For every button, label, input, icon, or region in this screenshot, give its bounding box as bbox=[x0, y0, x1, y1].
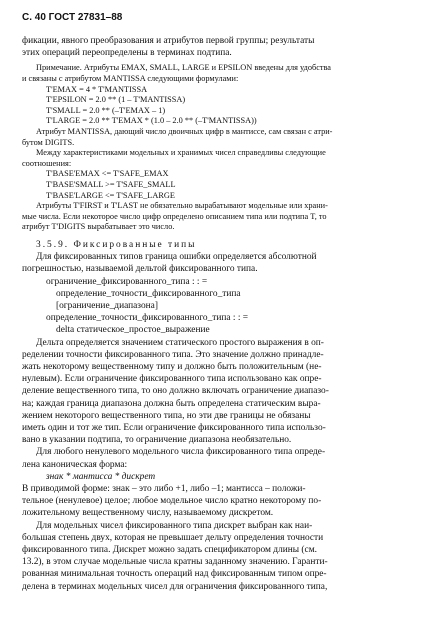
text-line: лена каноническая форма: bbox=[22, 459, 128, 470]
formula-line: знак * мантисса * дискрет bbox=[46, 471, 156, 482]
text-line: 13.2), в этом случае модельные числа кратны заданному значению. Гаранти- bbox=[22, 557, 328, 568]
formula-line: T'EPSILON = 2.0 ** (1 – T'MANTISSA) bbox=[46, 95, 186, 105]
text-line: ределении точности фиксированного типа. Это значение должно принадле- bbox=[22, 349, 324, 360]
text-line: на; каждая граница диапазона должна быть определена статическим выра- bbox=[22, 398, 321, 409]
text-line: жать некоторому вещественному типу и должно быть положительным (не- bbox=[22, 361, 322, 372]
text-line: большая степень двух, которая не превышает дельту определения точности bbox=[22, 532, 324, 543]
text-line: погрешностью, называемой дельтой фиксированного типа. bbox=[22, 264, 258, 275]
formula-line: T'BASE'LARGE <= T'SAFE_LARGE bbox=[46, 190, 175, 200]
text-line: жением некоторого вещественного типа, но эти две границы не обязаны bbox=[22, 410, 311, 421]
text-line: Для фиксированных типов граница ошибки определяется абсолютной bbox=[36, 252, 317, 263]
note-line: бутом DIGITS. bbox=[22, 137, 75, 147]
grammar-line: определение_точности_фиксированного_типа bbox=[56, 288, 241, 299]
note-line: Между характеристиками модельных и хранимых чисел справедливы следующие bbox=[36, 148, 326, 158]
text-line: Для модельных чисел фиксированного типа дискрет выбран как наи- bbox=[36, 520, 313, 531]
text-line: тельное (ненулевое) целое; любое модельное число кратно некоторому по- bbox=[22, 496, 322, 507]
formula-line: T'BASE'EMAX <= T'SAFE_EMAX bbox=[46, 169, 169, 179]
text-line: рованная минимальная точность операций над фиксированным типом опре- bbox=[22, 569, 327, 580]
grammar-line: [ограничение_диапазона] bbox=[56, 300, 158, 311]
text-line: Для любого ненулевого модельного числа фиксированного типа опреде- bbox=[36, 447, 326, 458]
grammar-line: ограничение_фиксированного_типа : : = bbox=[46, 276, 208, 287]
note-line: Атрибут MANTISSA, дающий число двоичных цифр в мантиссе, сам связан с атри- bbox=[36, 126, 333, 136]
section-heading: 3.5.9. Фиксированные типы bbox=[36, 239, 197, 250]
note-line: атрибут T'DIGITS вырабатывает это число. bbox=[22, 222, 175, 232]
grammar-line: delta статическое_простое_выражение bbox=[56, 325, 210, 336]
text-line: ложительному вещественному числу, называемому дискретом. bbox=[22, 508, 274, 519]
note-line: и связаны с атрибутом MANTISSA следующими формулами: bbox=[22, 74, 239, 83]
text-line: фиксированного типа. Дискрет можно задать спецификатором длины (см. bbox=[22, 544, 317, 555]
note-line: мые числа. Если некоторое число цифр определено описанием типа или подтипа T, то bbox=[22, 211, 327, 221]
note-line: соотношения: bbox=[22, 158, 72, 168]
text-line: Дельта определяется значением статического простого выражения в оп- bbox=[36, 337, 324, 348]
grammar-line: определение_точности_фиксированного_типа : : = bbox=[46, 313, 249, 324]
text-line: В приводимой форме: знак – это либо +1, либо –1; мантисса – положи- bbox=[22, 483, 306, 494]
text-line: фикации, явного преобразования и атрибутов первой группы; результаты bbox=[22, 36, 315, 46]
page-header: С. 40 ГОСТ 27831–88 bbox=[22, 12, 123, 23]
text-line: иметь один и тот же тип. Если ограничение фиксированного типа использо- bbox=[22, 422, 326, 433]
text-line: этих операций переопределены в терминах подтипа. bbox=[22, 48, 232, 59]
text-line: делена в терминах модельных чисел для ограничения фиксированного типа, bbox=[22, 581, 328, 592]
note-line: Примечание. Атрибуты EMAX, SMALL, LARGE и EPSILON введены для удобства bbox=[36, 63, 331, 73]
note-line: Атрибуты T'FIRST и T'LAST не обязательно вырабатывают модельные или храни- bbox=[36, 201, 328, 211]
formula-line: T'EMAX = 4 * T'MANTISSA bbox=[46, 84, 148, 94]
formula-line: T'SMALL = 2.0 ** (–T'EMAX – 1) bbox=[46, 105, 166, 115]
text-line: нулевым). Если ограничение фиксированного типа использовано как опре- bbox=[22, 374, 322, 385]
text-line: вано в указании подтипа, то ограничение диапазона необязательно. bbox=[22, 435, 292, 446]
formula-line: T'LARGE = 2.0 ** T'EMAX * (1.0 – 2.0 ** (–T'MANTISSA)) bbox=[46, 116, 257, 126]
text-line: деление вещественного типа, то оно должно включать ограничение диапазо- bbox=[22, 386, 329, 397]
formula-line: T'BASE'SMALL >= T'SAFE_SMALL bbox=[46, 179, 176, 189]
